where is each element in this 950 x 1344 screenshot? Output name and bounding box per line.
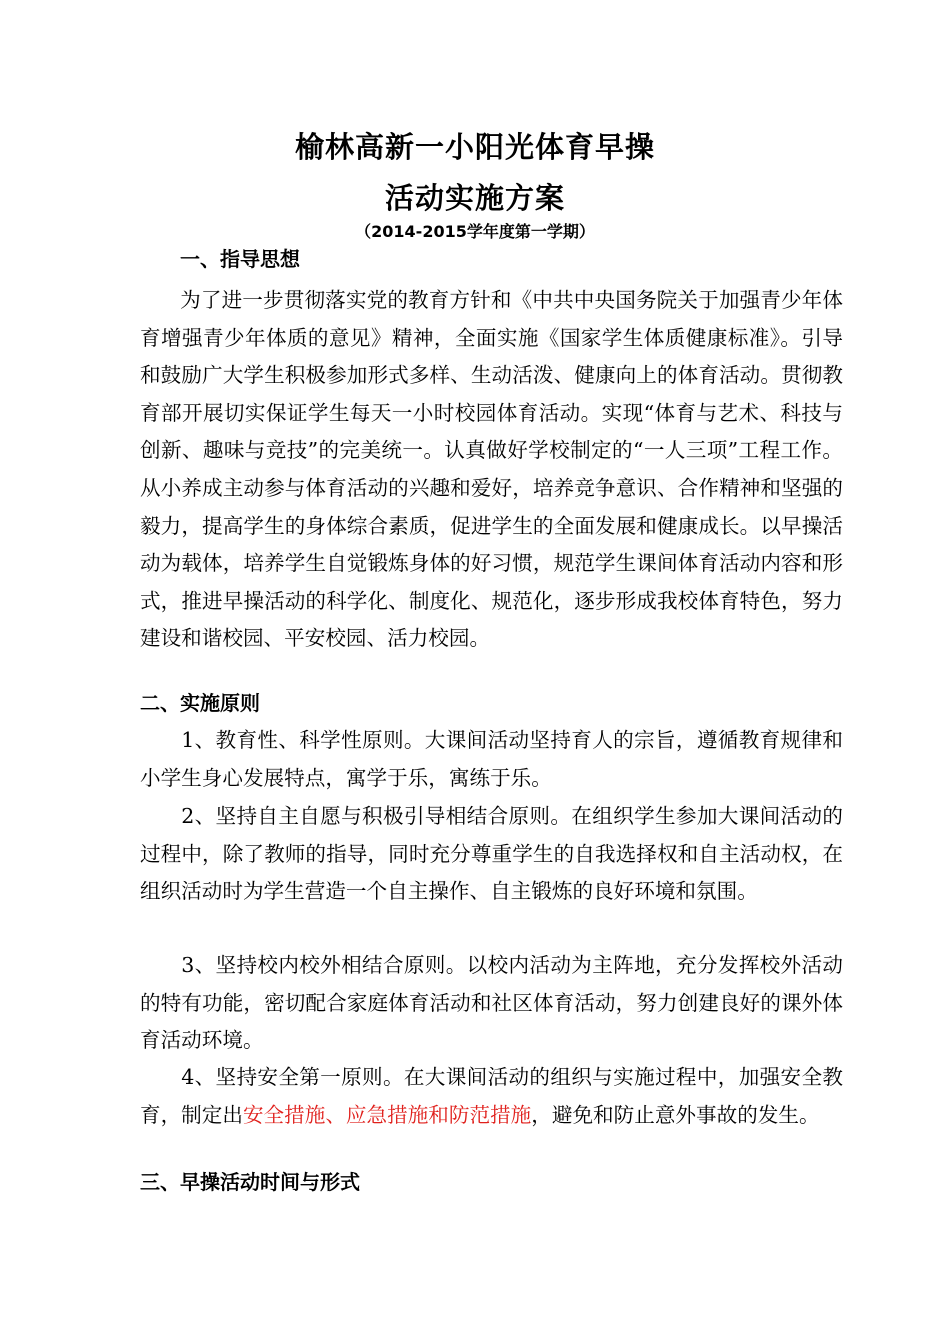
paragraph-guiding-thought: 为了进一步贯彻落实党的教育方针和《中共中央国务院关于加强青少年体育增强青少年体质的意见》精神，全面实施《国家学生体质健康标准》。引导和鼓励广大学生积极参加形式多样、生动活泼、健康向上的体育活动。贯彻教育部开展切实保证学生每天一小时校园体育活动。实现“体育与艺术、科技与创新、趣味与竞技”的完美统一。认真做好学校制定的“一人三项”工程工作。从小养成主动参与体育活动的兴趣和爱好，培养竞争意识、合作精神和坚强的毅力，提高学生的身体综合素质，促进学生的全面发展和健康成长。以早操活动为载体，培养学生自觉锻炼身体的好习惯，规范学生课间体育活动内容和形式，推进早操活动的科学化、制度化、规范化，逐步形成我校体育特色，努力建设和谐校园、平安校园、活力校园。: [140, 288, 843, 651]
paragraph-principle-2: 2、坚持自主自愿与积极引导相结合原则。在组织学生参加大课间活动的过程中，除了教师的指导，同时充分尊重学生的自我选择权和自主活动权，在组织活动时为学生营造一个自主操作、自主锻炼的良好环境和氛围。: [140, 804, 843, 904]
principle-4-text-start: 4、坚持安全第一原则。在大课间活动的组织与实施过程中，加强安全教育，制定出: [140, 1065, 843, 1127]
paragraph-principle-4: [140, 1059, 843, 1134]
section-heading-guiding-thought: 一、指导思想: [180, 247, 300, 271]
section-heading-principles: 二、实施原则: [140, 691, 260, 715]
paragraph-principle-3: 3、坚持校内校外相结合原则。以校内活动为主阵地，充分发挥校外活动的特有功能，密切配合家庭体育活动和社区体育活动，努力创建良好的课外体育活动环境。: [140, 953, 843, 1053]
paragraph-principle-1: 1、教育性、科学性原则。大课间活动坚持育人的宗旨，遵循教育规律和小学生身心发展特点，寓学于乐，寓练于乐。: [140, 728, 843, 790]
document-subtitle: （2014-2015学年度第一学期）: [355, 222, 595, 241]
document-title-line2: 活动实施方案: [384, 181, 565, 215]
highlighted-safety-measures: 安全措施、应急措施和防范措施: [242, 1102, 532, 1127]
document-title: 榆林高新一小阳光体育早操: [294, 130, 655, 164]
principle-4-text-end: ，避免和防止意外事故的发生。: [531, 1102, 820, 1127]
section-heading-time-and-form: 三、早操活动时间与形式: [140, 1170, 360, 1194]
